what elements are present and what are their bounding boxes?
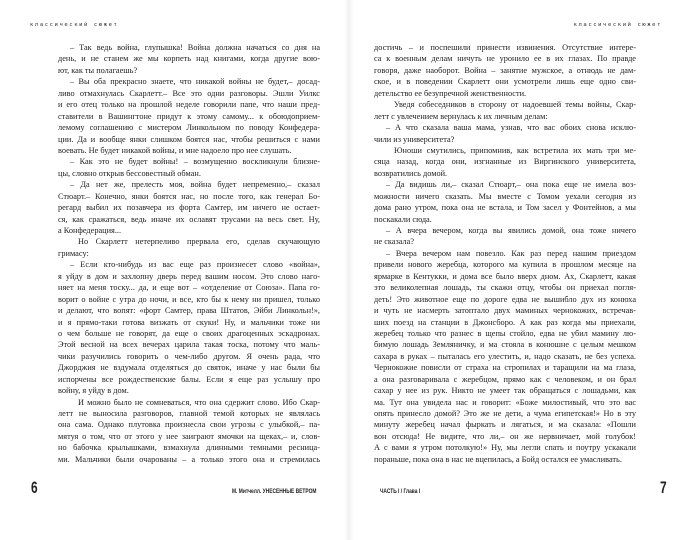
paragraph [374, 42, 636, 99]
paragraph [374, 225, 636, 248]
text-line: А с вами я утром потолкую!» Ну, мы легли спать и поутру ускакали [374, 443, 636, 453]
text-line: я уйду в дом и захлопну дверь перед вашим носом. Это слово наго- [58, 271, 320, 281]
right-page-text [374, 42, 636, 465]
text-line: летт с увлечением вернулась к их личным делам: [374, 111, 548, 121]
text-line: поскакали сюда. [374, 214, 432, 224]
paragraph [374, 179, 636, 225]
text-line: ших поезд на станции в Джонсборо. А как раз когда мы приехали, [374, 317, 636, 327]
text-line: дома рано утром, пока она не встала, и Том засел у Фонтейнов, а мы [374, 203, 636, 213]
text-line: – Да видишь ли,– сказал Стюарт,– она пока еще не имела воз- [386, 180, 636, 190]
text-line: и я прямо-таки готова визжать от скуки! Ну, и мальчики тоже ни [58, 317, 320, 327]
text-line: ма. Тут она увидела нас и говорит: «Боже милостивый, что это вас [374, 397, 636, 407]
text-line: ют, как ты полагаешь? [58, 65, 138, 75]
paragraph [374, 99, 636, 122]
paragraph [374, 145, 636, 179]
text-line: – Вы оба прекрасно знаете, что никакой войны не будет,– досад- [70, 77, 320, 87]
text-line: и чуть не насмерть затоптало двух маминых чернокожих, встречав- [374, 306, 636, 316]
text-line: са к военным делам ничуть не уронило ее в их глазах. По правде [374, 54, 636, 64]
text-line: – Да нет же, прелесть моя, война будет непременно,– сказал [70, 180, 320, 190]
text-line: И можно было не сомневаться, что она сдержит слово. Ибо Скар- [78, 397, 320, 407]
text-line: войну, я уйду в дом. [58, 386, 129, 396]
text-line: регард выбил их позавчера из форта Самтер, им ничего не остает- [58, 203, 320, 213]
text-line: ми. Мальчики были очарованы – а только этого она и стремилась [58, 454, 320, 464]
text-line: ливо отмахнулась Скарлетт.– Все это одни разговоры. Эшли Уилкс [58, 88, 320, 98]
text-line: летт не выносила разговоров, главной темой которых не являлась [58, 409, 320, 418]
text-line: это великолепная лошадь, ты скажи отцу, чтобы он приехал погля- [374, 283, 636, 293]
page-number-left: 6 [31, 478, 38, 497]
text-line: ярмарке в Кентукки, и дома все было вверх дном. Ах, Скарлетт, какая [374, 271, 636, 281]
running-head-left: классический сюжет [30, 22, 119, 28]
text-line: – Как это не будет войны! – возмущенно воскликнули близне- [70, 157, 320, 167]
text-line: Стюарт.– Конечно, янки боятся нас, но после того, как генерал Бо- [58, 191, 320, 201]
paragraph [58, 156, 320, 179]
left-page-text [58, 42, 320, 465]
text-line: чили из университета? [374, 134, 455, 144]
text-line: и его отец только на прошлой неделе говорили папе, что наши пред- [58, 100, 320, 110]
text-line: мятуя о том, что от этого у нее заиграют ямочки на щеках,– и, слов- [58, 431, 320, 441]
text-line: лемому соглашению с мистером Линкольном по поводу Конфедера- [58, 123, 320, 133]
text-line: цы, словно открыв бессовестный обман. [58, 168, 201, 178]
paragraph [58, 42, 320, 76]
text-line: жеребец только что разнес в щепы стойло, едва не убил мамину лю- [374, 328, 636, 338]
text-line: ставители в Вашингтоне придут к этому самому... к обоюдоприем- [58, 111, 320, 121]
text-line: гримасу: [58, 248, 89, 258]
text-line: – А вчера вечером, когда вы явились домой, она тоже ничего [386, 226, 636, 235]
text-line: Но Скарлетт нетерпеливо прервала его, сделав скучающую [78, 237, 320, 247]
text-line: а Конфедерация... [58, 226, 122, 235]
text-line: Этой весной на всех вечерах царила такая тоска, потому что маль- [58, 340, 320, 350]
text-line: чики разучились говорить о чем-либо другом. Я очень рада, что [58, 351, 320, 361]
paragraph [374, 248, 636, 465]
text-line: говоря, даже наоборот. Война – занятие мужское, а отнюдь не дам- [374, 65, 636, 75]
text-line: воевать. Не будет никакой войны, и мне надоело про нее слушать. [58, 145, 292, 155]
text-line: детельство ее безупречной женственности. [374, 88, 527, 98]
text-line: можности ничего сказать. Мы вместе с Томом уехали сегодня из [374, 191, 636, 201]
paragraph [58, 179, 320, 236]
text-line: ции. Да и вообще янки слишком боятся нас, чтобы решиться с нами [58, 134, 320, 144]
text-line: достичь – и поспешили принести извинения. Отсутствие интере- [374, 43, 636, 52]
text-line: Уведя собеседников в сторону от надоевшей темы войны, Скар- [394, 100, 636, 110]
book-gutter [344, 0, 354, 540]
text-line: няет на меня тоску... да, и еще вот – «отделение от Союза». Папа го- [58, 283, 320, 293]
page-number-right: 7 [660, 478, 667, 497]
text-line: – Так ведь война, глупышка! Война должна начаться со дня на [70, 43, 320, 52]
text-line: а она разговаривала с жеребцом, прямо как с человеком, и он брал [374, 374, 636, 384]
text-line: не сказала? [374, 237, 415, 247]
footer-book-title: М. Митчелл. УНЕСЕННЫЕ ВЕТРОМ [232, 488, 317, 495]
text-line: привели нового жеребца, которого ма купила в прошлом месяце на [374, 260, 636, 270]
text-line: испорчены все рождественские балы. Если я еще раз услышу про [58, 374, 320, 384]
text-line: день, и не станем же мы корпеть над книгами, когда другие вою- [58, 54, 320, 64]
text-line: ся, как сражаться, ведь иначе их ославят трусами на весь свет. Ну, [58, 214, 320, 224]
text-line: – Вчера вечером нам повезло. Как раз перед нашим приездом [386, 248, 636, 258]
paragraph [374, 122, 636, 145]
text-line: сахар у нее из рук. Никто не умеет так обращаться с лошадьми, как [374, 386, 636, 396]
text-line: вон отсюда! Не видите, что ли,– он же нервничает, мой голубок! [374, 431, 636, 441]
text-line: ворит о войне с утра до ночи, и все, кто бы к нему ни пришел, только [58, 294, 320, 304]
text-line: сахара в руках – пыталась его улестить, и, надо сказать, не без успеха. [374, 351, 636, 361]
text-line: минуту жеребец начал фыркать и лягаться, и ма сказала: «Пошли [374, 420, 636, 430]
paragraph [58, 236, 320, 259]
text-line: Чернокожие повисли от страха на стропилах и таращили на ма глаза, [374, 363, 636, 373]
text-line: опять принесло домой? Это же не дети, а чума египетская!» Но в эту [374, 409, 636, 418]
text-line: пораньше, пока она в нас не вцепилась, а Бойд остался ее умасливать. [374, 454, 622, 464]
text-line: но бабочка крылышками, взмахнула длинными темными ресница- [58, 443, 320, 453]
text-line: – Если кто-нибудь из вас еще раз произнесет слово «война», [70, 260, 320, 270]
paragraph [58, 397, 320, 466]
text-line: ское, и в поведении Скарлетт они усмотрели лишь еще одно сви- [374, 77, 636, 87]
text-line: сяца назад, когда они, изгнанные из Виргинского университета, [374, 157, 636, 167]
text-line: – А что сказала ваша мама, узнав, что вас обоих снова исклю- [386, 123, 636, 133]
text-line: и делают, что вопят: «форт Самтер, права Штатов, Эйби Линкольн!», [58, 306, 320, 316]
text-line: она сама. Однако плутовка произнесла свои угрозы с улыбкой,– па- [58, 420, 320, 430]
running-head-right: классический сюжет [573, 22, 662, 28]
text-line: бимую лошадь Земляничку, и ма стояла в конюшне с целым мешком [374, 340, 636, 350]
paragraph [58, 259, 320, 396]
paragraph [58, 76, 320, 156]
text-line: деть! Это животное еще по дороге едва не вышибло дух из конюха [374, 294, 636, 304]
text-line: Юноши смутились, припомнив, как встретила их мать три ме- [394, 145, 636, 155]
footer-chapter: ЧАСТЬ I / Глава I [380, 488, 421, 495]
text-line: возвратились домой. [374, 168, 448, 178]
text-line: о чем больше не говорят, да еще о своих драгоценных эскадронах. [58, 328, 320, 338]
text-line: Джорджия не вздумала отделяться до святок, иначе у нас были бы [58, 363, 320, 373]
